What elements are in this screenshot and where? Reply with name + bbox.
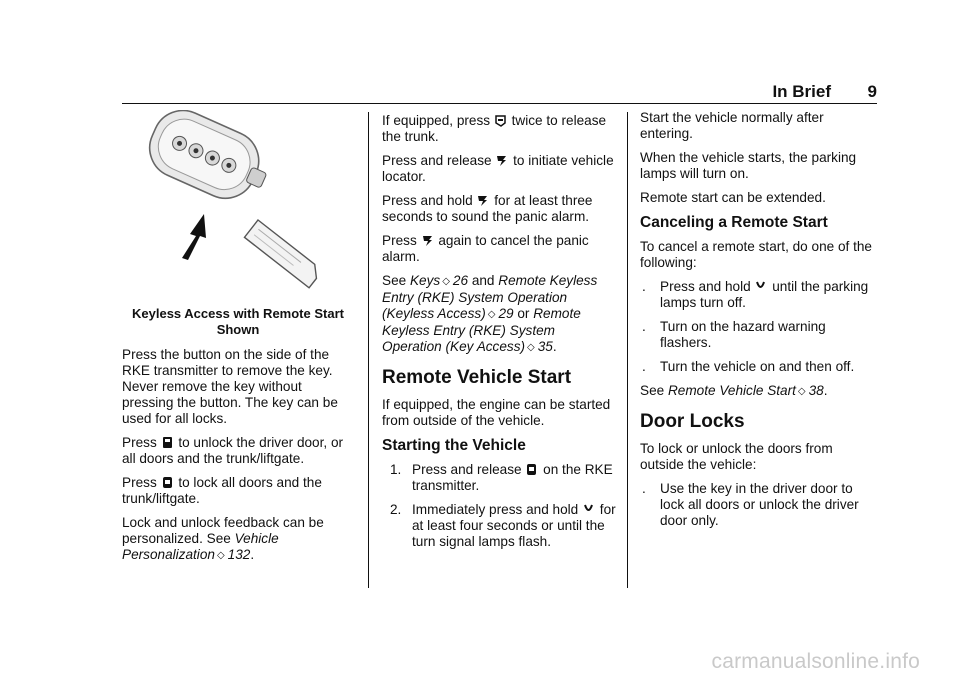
page-ref[interactable]: 38 [808,383,824,398]
paragraph-lock [122,475,354,507]
page-reference-arrow-icon: ◇ [216,550,225,561]
caption-line-1: Keyless Access with Remote Start [132,306,344,321]
paragraph-remove-key: Press the button on the side of the RKE transmitter to remove the key. Never remove the key without pressing the button. The key can be used for all locks. [122,347,338,426]
cross-reference-link[interactable]: Vehicle Personalization [122,531,279,562]
text: until the parking lamps turn off. [660,279,869,310]
text: Press [122,435,157,450]
text: See [382,273,407,288]
remote-start-icon [583,503,594,516]
watermark: carmanualsonline.info [711,650,920,673]
column-3 [640,110,878,537]
column-divider-2 [627,112,628,588]
step-2 [382,502,617,550]
paragraph-personalize [122,515,354,564]
page-reference-arrow-icon: ◇ [797,386,806,397]
header-rule [122,103,877,104]
page-ref[interactable]: 35 [537,339,553,354]
paragraph-locator [382,153,617,185]
column-1 [122,110,354,572]
paragraph-trunk [382,113,617,145]
text: or [517,306,530,321]
column-2 [382,113,617,558]
page-ref[interactable]: 132 [227,547,251,562]
figure-caption [122,306,354,338]
cross-reference-link[interactable]: Remote Keyless Entry (RKE) System Operation (Keyless Access) [382,273,598,321]
text: on the RKE transmitter. [412,462,613,493]
step-number: 2. [390,502,402,517]
page-ref[interactable]: 29 [498,306,514,321]
list-item [640,319,878,351]
bullet: . [642,279,646,294]
paragraph-start-normally: Start the vehicle normally after entering. [640,110,824,141]
bullet: . [642,481,646,496]
cross-reference-link[interactable]: Keys [409,273,441,288]
page-ref[interactable]: 26 [452,273,469,288]
cross-reference-link[interactable]: Remote Keyless Entry (RKE) System Operation (Key Access) [382,306,581,354]
subsection-heading: Starting the Vehicle [382,437,526,454]
text: Turn the vehicle on and then off. [660,359,855,374]
text: . [823,383,828,398]
list-item [640,359,878,375]
text: Use the key in the driver door to lock all doors or unlock the driver door only. [660,481,859,528]
step-number: 1. [390,462,402,477]
section-heading: Remote Vehicle Start [382,367,572,388]
panic-locator-icon [422,234,433,247]
text: Turn on the hazard warning flashers. [660,319,826,350]
section-heading: Door Locks [640,411,745,432]
paragraph-door-locks: To lock or unlock the doors from outside the vehicle: [640,441,833,472]
text: Press [122,475,157,490]
text: again to cancel the panic alarm. [382,233,589,264]
text: See [640,383,665,398]
caption-line-2: Shown [216,322,260,337]
cross-reference-link[interactable]: Remote Vehicle Start [667,383,796,398]
text: Press and release [412,462,522,477]
paragraph-cancel-intro: To cancel a remote start, do one of the following: [640,239,872,270]
lock-icon [162,476,173,489]
text: Lock and unlock feedback can be personalized. See [122,515,324,546]
page-reference-arrow-icon: ◇ [487,309,496,320]
paragraph-panic [382,193,617,225]
text: If equipped, press [382,113,491,128]
column-divider-1 [368,112,369,588]
text: for at least three seconds to sound the panic alarm. [382,193,593,224]
text: to unlock the driver door, or all doors and the trunk/liftgate. [122,435,344,466]
text: to lock all doors and the trunk/liftgate. [122,475,322,506]
bullet: . [642,319,646,334]
paragraph-cancel-panic [382,233,617,265]
page-reference-arrow-icon: ◇ [442,276,450,287]
page-number: 9 [867,82,877,101]
paragraph-see-also [640,383,878,400]
text: Immediately press and hold [412,502,579,517]
remote-start-icon [755,280,766,293]
text: Press and hold [382,193,473,208]
text: Press [382,233,417,248]
text: Press and release [382,153,492,168]
panic-locator-icon [496,154,507,167]
paragraph-see-also [382,273,617,356]
subsection-heading: Canceling a Remote Start [640,214,828,231]
step-1 [382,462,617,494]
text: to initiate vehicle locator. [382,153,614,184]
key-fob-illustration [122,110,354,296]
panic-locator-icon [477,194,488,207]
list-item [640,279,878,311]
trunk-release-icon [495,114,506,127]
paragraph-unlock [122,435,354,467]
paragraph-remote-start: If equipped, the engine can be started from outside of the vehicle. [382,397,611,428]
paragraph-extend: Remote start can be extended. [640,190,826,205]
text: . [552,339,557,354]
paragraph-parking-lamps: When the vehicle starts, the parking lamps will turn on. [640,150,857,181]
list-item [640,481,878,529]
unlock-icon [162,436,173,449]
text: and [471,273,495,288]
section-title: In Brief [772,82,831,101]
text: twice to release the trunk. [382,113,607,144]
text: . [250,547,255,562]
text: Press and hold [660,279,751,294]
bullet: . [642,359,646,374]
page-reference-arrow-icon: ◇ [527,342,535,353]
lock-icon [526,463,537,476]
text: for at least four seconds or until the turn signal lamps flash. [412,502,616,549]
key-fob-image [122,110,354,296]
